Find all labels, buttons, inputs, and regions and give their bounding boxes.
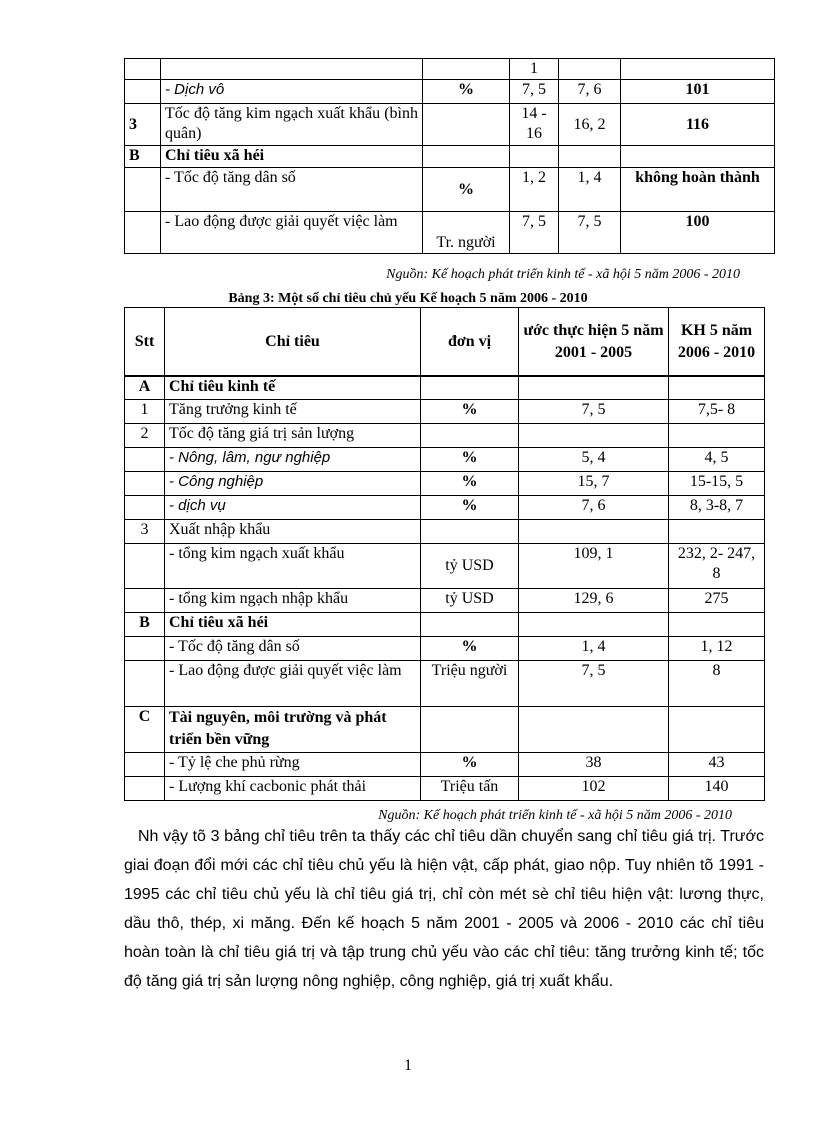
cell-v2	[669, 520, 765, 544]
cell-v2	[669, 377, 765, 400]
cell-v2: 8, 3-8, 7	[669, 496, 765, 520]
cell-unit: %	[421, 400, 519, 424]
cell: 1, 2	[510, 168, 559, 212]
cell-unit	[421, 613, 519, 637]
cell-name: Chỉ tiêu kinh tế	[165, 377, 421, 400]
cell	[423, 59, 510, 80]
header-kh: KH 5 năm 2006 - 2010	[669, 308, 765, 376]
cell-stt	[125, 637, 165, 661]
cell-unit	[421, 520, 519, 544]
cell	[125, 168, 161, 212]
cell-unit: %	[421, 637, 519, 661]
cell: 116	[621, 104, 775, 146]
cell-unit: %	[421, 753, 519, 777]
table-row	[125, 637, 765, 661]
cell-name: Tốc độ tăng giá trị sản lượng	[165, 424, 421, 448]
cell-unit: %	[421, 472, 519, 496]
cell-name: - tổng kim ngạch nhập khẩu	[165, 589, 421, 613]
cell-stt: 1	[125, 400, 165, 424]
table-row	[125, 472, 765, 496]
cell-v2	[669, 613, 765, 637]
cell-stt	[125, 753, 165, 777]
source-note-2: Nguồn: Kế hoạch phát triển kinh tế - xã hội 5 năm 2006 - 2010	[378, 808, 732, 823]
cell-stt	[125, 496, 165, 520]
cell	[125, 59, 161, 80]
cell-v2: 4, 5	[669, 448, 765, 472]
cell-stt: B	[125, 613, 165, 637]
cell: 7, 5	[510, 212, 559, 254]
cell-v2: 43	[669, 753, 765, 777]
table-row	[125, 544, 765, 589]
cell-unit	[421, 424, 519, 448]
cell: - Dịch vô	[161, 80, 423, 104]
cell-name: - dịch vụ	[165, 496, 421, 520]
cell: 7, 5	[559, 212, 621, 254]
table-row	[125, 589, 765, 613]
cell-v1	[519, 707, 669, 753]
cell	[125, 80, 161, 104]
table-header-row	[125, 308, 765, 376]
cell-unit	[421, 377, 519, 400]
table-3-title: Bảng 3: Một số chỉ tiêu chủ yếu Kế hoạch 5 năm 2006 - 2010	[228, 291, 588, 306]
cell: - Lao động được giải quyết việc làm	[161, 212, 423, 254]
table-row	[125, 146, 775, 168]
table-3-body	[124, 376, 765, 801]
table-row	[125, 520, 765, 544]
cell-unit: Triệu người	[421, 661, 519, 707]
cell: %	[423, 168, 510, 212]
cell: 101	[621, 80, 775, 104]
cell-stt	[125, 661, 165, 707]
table-1-continued	[124, 58, 775, 254]
cell-unit: tỷ USD	[421, 544, 519, 589]
cell-name: - Nông, lâm, ngư nghiệp	[165, 448, 421, 472]
cell	[559, 59, 621, 80]
table-row	[125, 777, 765, 801]
cell-stt	[125, 777, 165, 801]
cell: Chỉ tiêu xã héi	[161, 146, 423, 168]
cell-stt	[125, 589, 165, 613]
header-stt: Stt	[125, 308, 165, 376]
cell-v2: 8	[669, 661, 765, 707]
cell: 100	[621, 212, 775, 254]
page-number: 1	[404, 1057, 412, 1074]
cell: 3	[125, 104, 161, 146]
table-row	[125, 448, 765, 472]
cell-stt: 3	[125, 520, 165, 544]
cell: 7, 6	[559, 80, 621, 104]
cell: Tốc độ tăng kim ngạch xuất khẩu (bình quân)	[161, 104, 423, 146]
cell-v1: 7, 5	[519, 400, 669, 424]
header-don-vi: đơn vị	[421, 308, 519, 376]
cell-v1: 102	[519, 777, 669, 801]
cell	[423, 146, 510, 168]
cell-v2: 232, 2- 247, 8	[669, 544, 765, 589]
table-row	[125, 59, 775, 80]
cell-v1	[519, 520, 669, 544]
table-row	[125, 707, 765, 753]
cell-v2: 15-15, 5	[669, 472, 765, 496]
cell: %	[423, 80, 510, 104]
cell-v1: 38	[519, 753, 669, 777]
cell-stt	[125, 448, 165, 472]
table-row	[125, 80, 775, 104]
cell: 14 - 16	[510, 104, 559, 146]
table-row	[125, 496, 765, 520]
cell-v1: 1, 4	[519, 637, 669, 661]
cell-v2: 140	[669, 777, 765, 801]
cell-name: Chỉ tiêu xã héi	[165, 613, 421, 637]
cell	[161, 59, 423, 80]
cell-v2: 1, 12	[669, 637, 765, 661]
cell-v1: 129, 6	[519, 589, 669, 613]
cell-name: - Lao động được giải quyết việc làm	[165, 661, 421, 707]
cell-name: - Tốc độ tăng dân số	[165, 637, 421, 661]
table-row	[125, 661, 765, 707]
cell-v1: 15, 7	[519, 472, 669, 496]
cell-v1: 7, 5	[519, 661, 669, 707]
header-uoc-thuc-hien: ước thực hiện 5 năm 2001 - 2005	[519, 308, 669, 376]
header-chi-tieu: Chỉ tiêu	[165, 308, 421, 376]
cell: 1	[510, 59, 559, 80]
cell-v1: 5, 4	[519, 448, 669, 472]
source-note-1: Nguồn: Kế hoạch phát triển kinh tế - xã hội 5 năm 2006 - 2010	[386, 267, 740, 282]
table-row	[125, 400, 765, 424]
cell-stt	[125, 472, 165, 496]
cell-v2	[669, 424, 765, 448]
cell-name: Tài nguyên, môi trường và phát triển bền vững	[165, 707, 421, 753]
cell-name: Xuất nhập khẩu	[165, 520, 421, 544]
cell-v2: 275	[669, 589, 765, 613]
table-row	[125, 753, 765, 777]
table-row	[125, 424, 765, 448]
cell	[510, 146, 559, 168]
cell-v2	[669, 707, 765, 753]
table-row	[125, 168, 775, 212]
body-paragraph	[124, 822, 764, 996]
cell-v1: 109, 1	[519, 544, 669, 589]
cell	[125, 212, 161, 254]
table-row	[125, 377, 765, 400]
cell-v2: 7,5- 8	[669, 400, 765, 424]
cell-unit: Triệu tấn	[421, 777, 519, 801]
cell	[559, 146, 621, 168]
cell-v1	[519, 377, 669, 400]
cell-v1	[519, 424, 669, 448]
cell-name: - Công nghiệp	[165, 472, 421, 496]
cell-unit: %	[421, 448, 519, 472]
paragraph-text: Nh vậy tõ 3 bảng chỉ tiêu trên ta thấy các chỉ tiêu dần chuyển sang chỉ tiêu giá trị. Trước giai đoạn đổi mới các chỉ tiêu chủ yếu là hiện vật, cấp phát, giao nộp. Tuy nhiên tõ 1991 - 1995 các chỉ tiêu chủ yếu là chỉ tiêu giá trị, chỉ còn mét sè chỉ tiêu hiện vật: lương thực, dầu thô, thép, xi măng. Đến kế hoạch 5 năm 2001 - 2005 và 2006 - 2010 các chỉ tiêu hoàn toàn là chỉ tiêu giá trị và tập trung chủ yếu vào các chỉ tiêu: tăng trưởng kinh tế; tốc độ tăng giá trị sản lượng nông nghiệp, công nghiệp, giá trị xuất khẩu.	[124, 828, 764, 990]
cell-name: - Tỷ lệ che phủ rừng	[165, 753, 421, 777]
table-3	[124, 307, 765, 376]
cell: 16, 2	[559, 104, 621, 146]
cell-name: Tăng trưởng kinh tế	[165, 400, 421, 424]
cell: B	[125, 146, 161, 168]
cell-stt: 2	[125, 424, 165, 448]
cell-unit: %	[421, 496, 519, 520]
cell-v1: 7, 6	[519, 496, 669, 520]
cell: - Tốc độ tăng dân số	[161, 168, 423, 212]
cell	[423, 104, 510, 146]
table-row	[125, 104, 775, 146]
cell	[621, 146, 775, 168]
cell-name: - tổng kim ngạch xuất khẩu	[165, 544, 421, 589]
cell: Tr. người	[423, 212, 510, 254]
cell: 7, 5	[510, 80, 559, 104]
cell-stt: A	[125, 377, 165, 400]
cell-unit: tỷ USD	[421, 589, 519, 613]
cell-unit	[421, 707, 519, 753]
cell: 1, 4	[559, 168, 621, 212]
cell: không hoàn thành	[621, 168, 775, 212]
cell-v1	[519, 613, 669, 637]
cell-stt: C	[125, 707, 165, 753]
cell	[621, 59, 775, 80]
table-row	[125, 613, 765, 637]
table-row	[125, 212, 775, 254]
cell-stt	[125, 544, 165, 589]
cell-name: - Lượng khí cacbonic phát thải	[165, 777, 421, 801]
